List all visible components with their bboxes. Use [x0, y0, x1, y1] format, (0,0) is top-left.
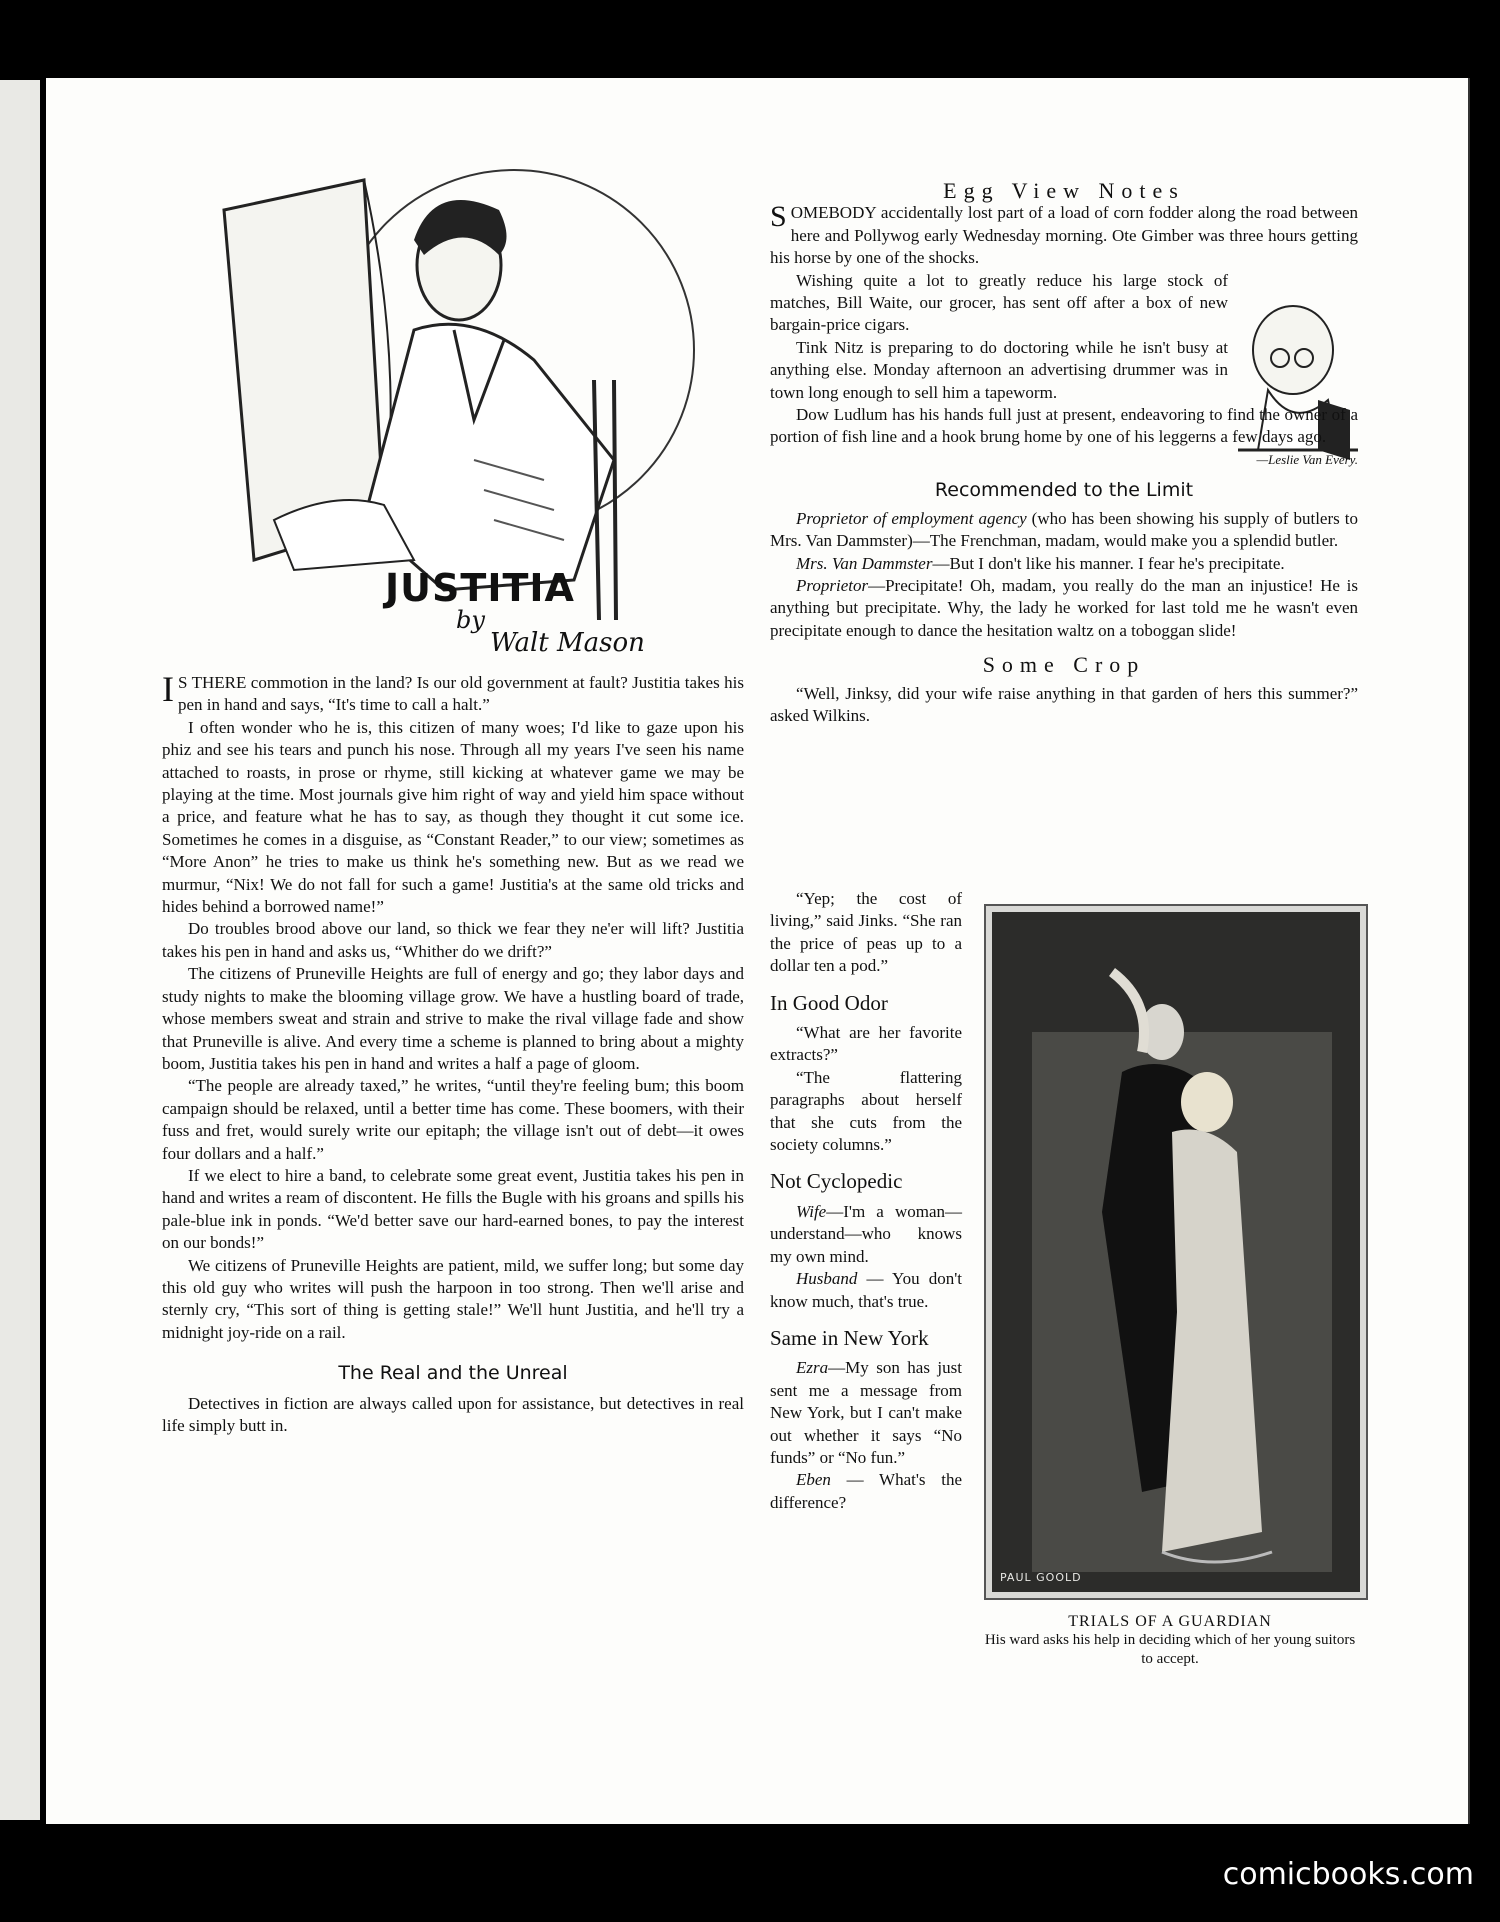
- good-odor-para-2: “The flattering paragraphs about herself that she cuts from the society columns.”: [770, 1067, 962, 1155]
- drop-cap: I: [162, 669, 174, 709]
- some-crop-para-2: “Yep; the cost of living,” said Jinks. “She ran the price of peas up to a dollar ten a pod.”: [770, 889, 962, 976]
- recommended-line-1: Proprietor of employment agency (who has been showing his supply of butlers to Mrs. Van Dammster)—The Frenchman, madam, would make you a splendid butler.: [770, 508, 1358, 551]
- recommended-line-2: Mrs. Van Dammster—But I don't like his manner. I fear he's precipitate.: [796, 553, 1285, 573]
- couple-drawing: [992, 912, 1360, 1592]
- justitia-para-6: If we elect to hire a band, to celebrate some great event, Justitia takes his pen in hand and writes a ream of discontent. He fills the Bugle with his groans and spills his pale-blue ink in ponds. “We'd better save our hard-earned bones, to pay the interest on our bonds!”: [162, 1165, 744, 1253]
- justitia-para-3: Do troubles brood above our land, so thick we fear they ne'er will lift? Justitia takes his pen in hand and asks us, “Whither do we drift?”: [162, 919, 744, 961]
- recommended-line-3: Proprietor—Precipitate! Oh, madam, you really do the man an injustice! He is anything but precipitate. Why, the lady he worked for last told me he wasn't even precipitate enough to dance the hesitation waltz on a toboggan slide!: [770, 575, 1358, 640]
- justitia-title: JUSTITIA: [385, 566, 575, 610]
- justitia-para-1: I S THERE commotion in the land? Is our old government at fault? Justitia takes his pen in hand and says, “It's time to call a halt.”: [162, 669, 744, 715]
- artist-signature: PAUL GOOLD: [1000, 1571, 1082, 1584]
- new-york-line-2: Eben — What's the difference?: [770, 1470, 962, 1512]
- egg-view-signature: —Leslie Van Every.: [1256, 451, 1358, 467]
- good-odor-heading: In Good Odor: [770, 990, 888, 1015]
- not-cyclopedic-line-1: Wife—I'm a woman—understand—who knows my own mind.: [770, 1201, 962, 1266]
- by-line: by: [456, 606, 485, 634]
- new-york-heading: Same in New York: [770, 1325, 929, 1350]
- not-cyclopedic-heading: Not Cyclopedic: [770, 1169, 903, 1194]
- narrow-column: [770, 888, 962, 1514]
- justitia-para-5: “The people are already taxed,” he writes, “until they're feeling bum; this boom campaign should be relaxed, until a better time has come. These boomers, with their fuss and fret, would surely write our epitaph; the village isn't out of debt—it owes four dollars and a half.”: [162, 1076, 744, 1163]
- egg-view-para-3: Tink Nitz is preparing to do doctoring while he isn't busy at anything else. Monday afternoon an advertising drummer was in town long enough to sell him a tapeworm.: [770, 337, 1228, 402]
- not-cyclopedic-line-2: Husband — You don't know much, that's true.: [770, 1269, 962, 1311]
- new-york-line-1: Ezra—My son has just sent me a message from New York, but I can't make out whether it says “No funds” or “No fun.”: [770, 1358, 962, 1467]
- egg-view-heading: Egg View Notes: [943, 178, 1185, 203]
- guardian-illustration: [986, 906, 1366, 1598]
- justitia-para-4: The citizens of Pruneville Heights are full of energy and go; they labor days and study nights to make the blooming village grow. We have a hustling board of trade, whose members sweat and strain and strive to make the rival village fade and show that Pruneville is alive. And every time a scheme is planned to bring about a mighty boom, Justitia takes his pen in hand and writes a half a page of gloom.: [162, 964, 744, 1073]
- right-column: [770, 180, 1358, 727]
- egg-view-para-4: Dow Ludlum has his hands full just at present, endeavoring to find the owner of a portion of fish line and a hook brung home by one of his leggerns a few days ago.: [770, 405, 1358, 447]
- drop-cap: S: [770, 200, 787, 234]
- caption-title: TRIALS OF A GUARDIAN: [1068, 1613, 1272, 1630]
- some-crop-para-1: “Well, Jinksy, did your wife raise anything in that garden of hers this summer?” asked Wilkins.: [770, 683, 1358, 725]
- man-reading-newspaper-illustration: [214, 160, 734, 630]
- author-signature: Walt Mason: [490, 628, 645, 658]
- justitia-article: [162, 669, 744, 1437]
- egg-view-para-2: Wishing quite a lot to greatly reduce his large stock of matches, Bill Waite, our grocer, has sent off after a box of new bargain-price cigars.: [770, 270, 1228, 335]
- real-unreal-heading: The Real and the Unreal: [338, 1362, 568, 1385]
- watermark: comicbooks.com: [1222, 1857, 1474, 1892]
- recommended-heading: Recommended to the Limit: [934, 479, 1194, 502]
- illustration-caption: [980, 1612, 1360, 1669]
- justitia-para-7: We citizens of Pruneville Heights are patient, mild, we suffer long; but some day this old guy who writes will push the harpoon in too strong. Then we'll arise and sternly cry, “This sort of thing is getting stale!” We'll hunt Justitia, and he'll try a midnight joy-ride on a rail.: [162, 1255, 744, 1342]
- binding-edge: [0, 80, 40, 1820]
- egg-view-para-1: SOMEBODY accidentally lost part of a load of corn fodder along the road between here and Pollywog early Wednesday morning. Ote Gimber was three hours getting his horse by one of the shocks.: [770, 200, 1358, 268]
- real-unreal-text: Detectives in fiction are always called upon for assistance, but detectives in real life simply butt in.: [162, 1393, 744, 1435]
- some-crop-heading: Some Crop: [982, 652, 1146, 678]
- good-odor-para-1: “What are her favorite extracts?”: [770, 1023, 962, 1065]
- justitia-para-2: I often wonder who he is, this citizen of many woes; I'd like to gaze upon his phiz and see his tears and punch his nose. Through all my years I've seen his name attached to roasts, in prose or rhyme, still kicking at whatever game we may be playing at the time. Most journals give him right of way and yield him space without a price, and feature what he has to say, as though they thought it cut some ice. Sometimes he comes in a disguise, as “Constant Reader,” to our view; sometimes as “More Anon” he tries to make us think he's something new. But as we read we murmur, “Nix! We do not fall for such a game! Justitia's at the same old tricks and hides behind a borrowed name!”: [162, 717, 744, 917]
- caption-text: His ward asks his help in deciding which of her young suitors to accept.: [984, 1632, 1356, 1667]
